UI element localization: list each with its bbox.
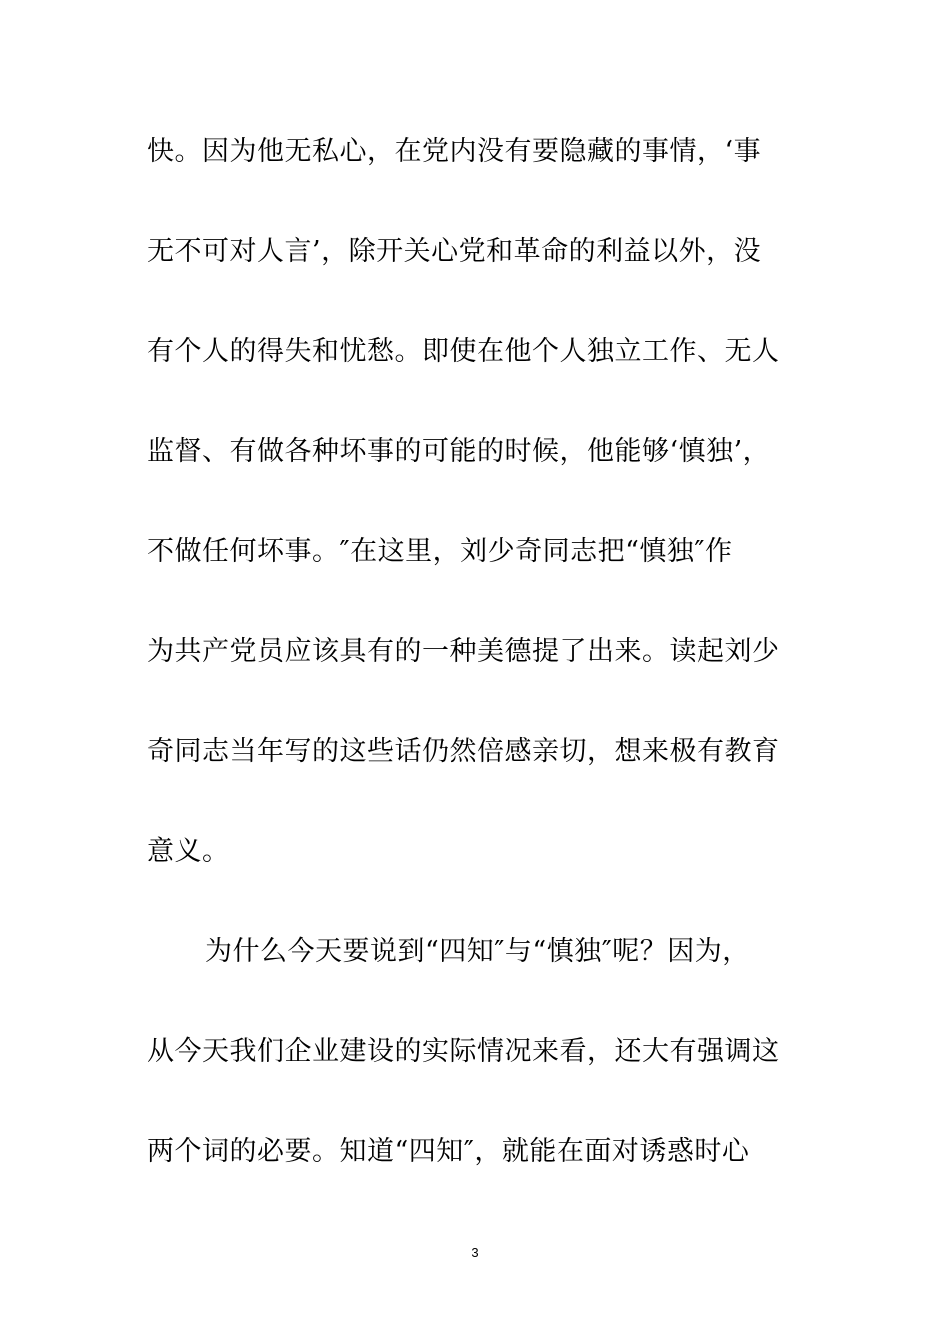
text-line-10: 从今天我们企业建设的实际情况来看，还大有强调这: [147, 1036, 780, 1067]
text-line-8: 意义。: [147, 836, 230, 867]
text-line-5: 不做任何坏事。″在这里，刘少奇同志把“慎独″作: [147, 536, 733, 567]
text-line-9: 为什么今天要说到“四知″与“慎独″呢？因为，: [205, 936, 750, 967]
text-line-11: 两个词的必要。知道“四知″，就能在面对诱惑时心: [147, 1136, 750, 1167]
text-line-2: 无不可对人言’，除开关心党和革命的利益以外，没: [147, 236, 762, 267]
text-line-7: 奇同志当年写的这些话仍然倍感亲切，想来极有教育: [147, 736, 780, 767]
text-line-3: 有个人的得失和忧愁。即使在他个人独立工作、无人: [147, 336, 780, 367]
page-number: 3: [471, 1245, 479, 1260]
text-line-1: 快。因为他无私心，在党内没有要隐藏的事情，‘事: [147, 136, 762, 167]
text-line-6: 为共产党员应该具有的一种美德提了出来。读起刘少: [147, 636, 780, 667]
text-line-4: 监督、有做各种坏事的可能的时候，他能够‘慎独’，: [147, 436, 771, 467]
